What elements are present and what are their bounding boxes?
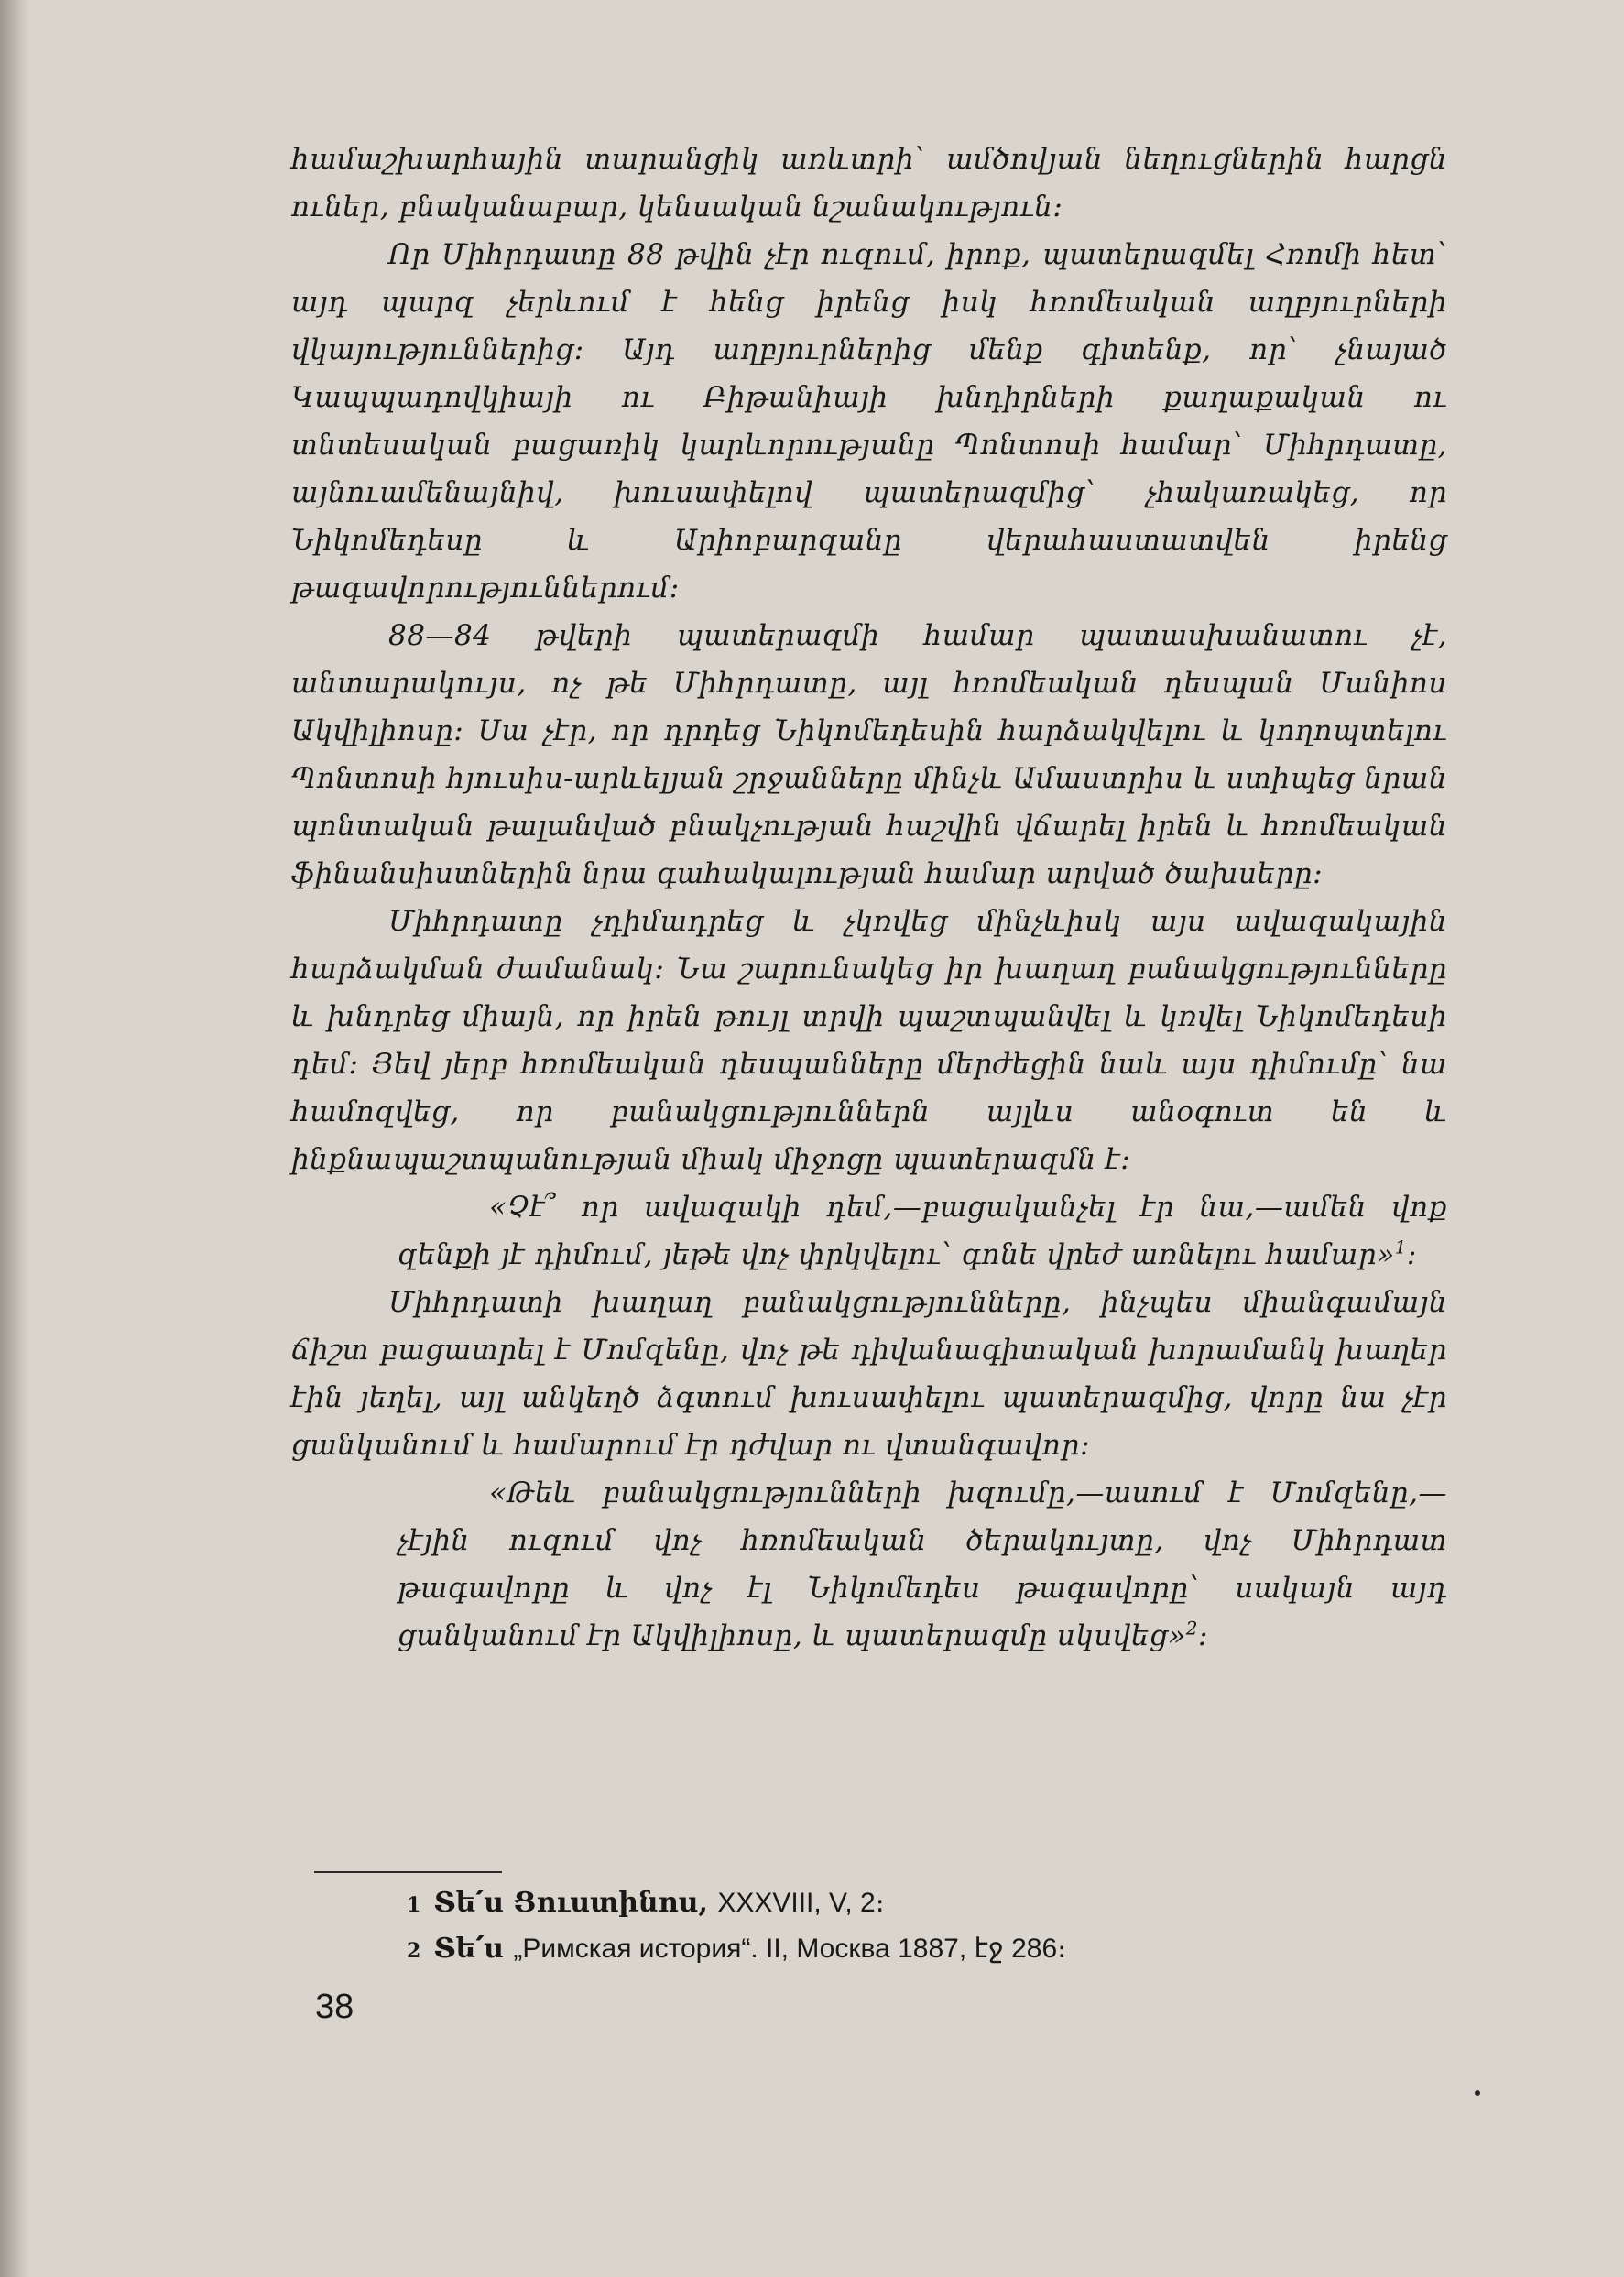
- paragraph-1: համաշխարհային տարանցիկ առևտրի՝ ամծովյան նեղուցներին հարցն ուներ, բնականաբար, կենսական նշանակություն։: [291, 143, 1447, 223]
- book-spine-shadow: [0, 0, 29, 2277]
- footnote-separator: [314, 1871, 502, 1873]
- paragraph-2: Որ Միհրդատը 88 թվին չէր ուզում, իրոք, պատերազմել Հռոմի հետ՝ այդ պարզ չերևում է հենց իրենց իսկ հռոմեական աղբյուրների վկայություններից։ Այդ աղբյուրներից մենք գիտենք, որ՝ չնայած Կապպադովկիայի ու Բիթանիայի խնդիրների քաղաքական ու տնտեսական բացառիկ կարևորությանը Պոնտոսի համար՝ Միհրդատը, այնուամենայնիվ, խուսափելով պատերազմից՝ չհակառակեց, որ Նիկոմեդեսը և Արիոբարզանը վերահաստատվեն իրենց թագավորություններում։: [291, 238, 1447, 605]
- footnote-1: 1 Տե՛ս Ցուստինոս, XXXVIII, V, 2։: [407, 1887, 885, 1919]
- page-number: 38: [315, 1988, 354, 2026]
- footnotes: [407, 1881, 1231, 1973]
- paragraph-5: Միհրդատի խաղաղ բանակցությունները, ինչպես միանգամայն ճիշտ բացատրել է Մոմզենը, վոչ թե դիվանագիտական խորամանկ խաղեր էին յեղել, այլ անկեղծ ձգտում խուսափելու պատերազմից, վորը նա չէր ցանկանում և համարում էր դժվար ու վտանգավոր։: [291, 1286, 1447, 1462]
- footnote-ref-2: 2: [1185, 1617, 1198, 1640]
- paper-speck: [1475, 2090, 1480, 2096]
- paragraph-3: 88—84 թվերի պատերազմի համար պատասխանատու չէ, անտարակույս, ոչ թե Միհրդատը, այլ հռոմեական դեսպան Մանիոս Ակվիլիոսը։ Սա չէր, որ դրդեց Նիկոմեդեսին հարձակվելու և կողոպտելու Պոնտոսի հյուսիս-արևելյան շրջանները մինչև Ամաստրիս և ստիպեց նրան պոնտական թալանված բնակչության հաշվին վճարել իրեն և հռոմեական ֆինանսիստներին նրա գահակալության համար արված ծախսերը։: [291, 619, 1447, 890]
- footnote-ref-1: 1: [1394, 1236, 1407, 1258]
- quotation-2: «Թեև բանակցությունների խզումը,—ասում է Մոմզենը,—չէյին ուզում վոչ հռոմեական ծերակույտը, վոչ Միհրդատ թագավորը և վոչ էլ Նիկոմեդես թագավորը՝ սակայն այդ ցանկանում էր Ակվիլիոսը, և պատերազմը սկսվեց»$^2$։: [398, 1476, 1447, 1652]
- quotation-1: «Չէ՞ որ ավազակի դեմ,—բացականչել էր նա,—ամեն վոք զենքի յէ դիմում, յեթե վոչ փրկվելու՝ գոնե վրեժ առնելու համար»$^1$։: [398, 1191, 1447, 1271]
- footnote-2: 2 Տե՛ս „Римская история“. II, Москва 1887, էջ 286։: [407, 1933, 1067, 1965]
- paragraph-4: Միհրդատը չդիմադրեց և չկռվեց մինչևիսկ այս ավազակային հարձակման ժամանակ։ Նա շարունակեց իր խաղաղ բանակցությունները և խնդրեց միայն, որ իրեն թույլ տրվի պաշտպանվել և կռվել Նիկոմեդեսի դեմ։ Յեվ յերբ հռոմեական դեսպանները մերժեցին նաև այս դիմումը՝ նա համոզվեց, որ բանակցություններն այլևս անօգուտ են և ինքնապաշտպանության միակ միջոցը պատերազմն է։: [291, 905, 1447, 1176]
- main-text: [291, 136, 1447, 1660]
